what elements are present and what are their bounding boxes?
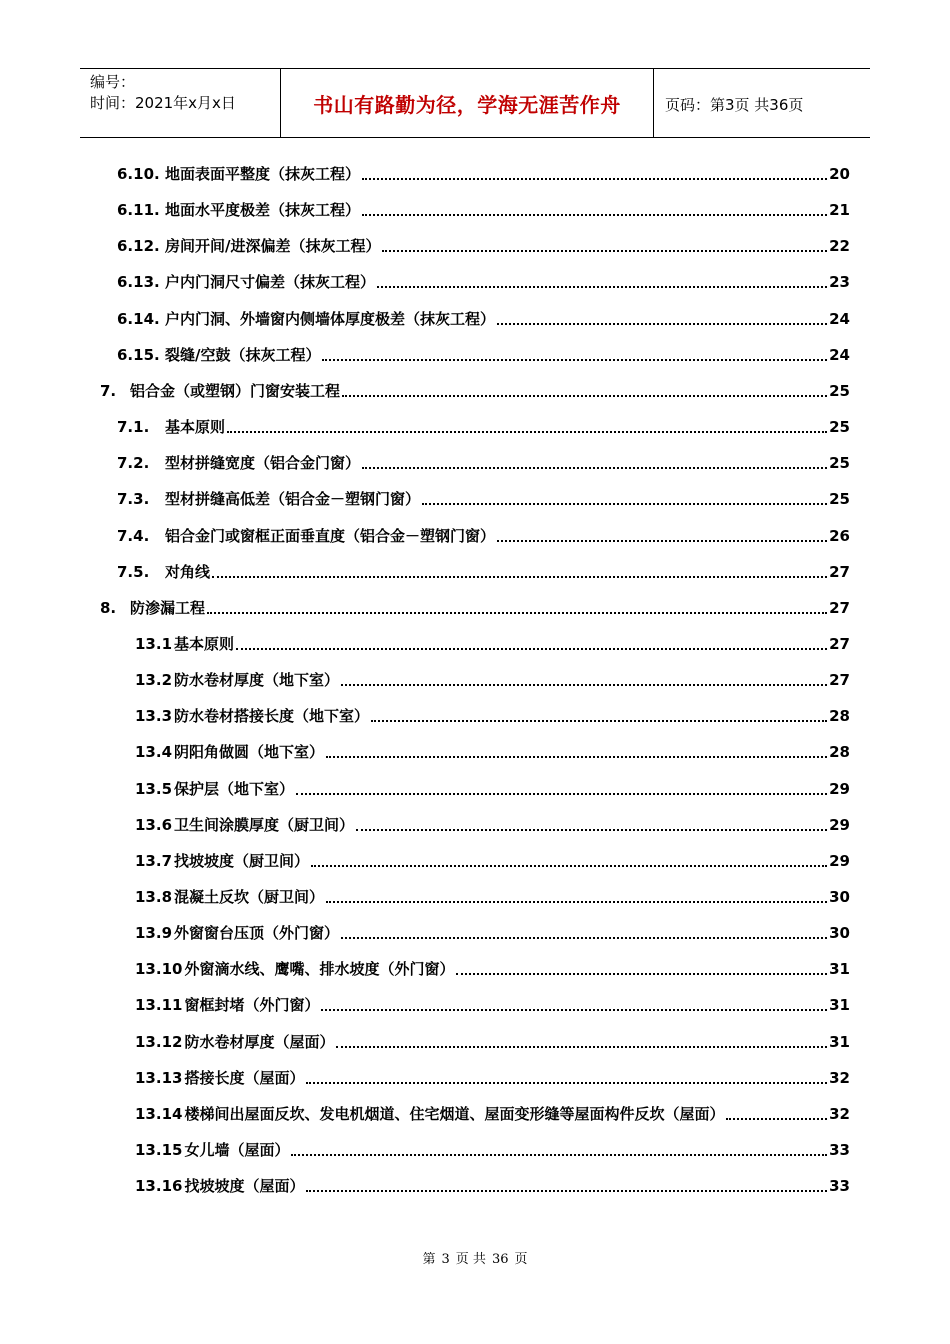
- toc-dot-leader: [341, 937, 827, 939]
- toc-entry-title: 防水卷材厚度（地下室）: [174, 671, 340, 690]
- toc-entry-number: 13.15: [135, 1141, 183, 1160]
- toc-entry-title: 窗框封堵（外门窗）: [184, 996, 320, 1015]
- toc-entry[interactable]: [117, 341, 850, 365]
- toc-entry-number: 13.3: [135, 707, 173, 726]
- toc-entry-title: 外窗滴水线、鹰嘴、排水坡度（外门窗）: [184, 960, 455, 979]
- toc-entry-number: 13.16: [135, 1177, 183, 1196]
- toc-entry-page: 23: [829, 273, 850, 292]
- toc-entry-page: 31: [829, 1032, 850, 1051]
- toc-entry[interactable]: [117, 196, 850, 220]
- toc-entry[interactable]: [100, 594, 850, 618]
- toc-entry-page: 24: [829, 345, 850, 364]
- toc-entry[interactable]: [117, 305, 850, 329]
- toc-entry-page: 29: [829, 815, 850, 834]
- toc-entry-title: 女儿墙（屋面）: [184, 1141, 290, 1160]
- toc-entry-number: 6.14.: [117, 309, 160, 328]
- toc-entry[interactable]: [117, 268, 850, 292]
- toc-entry-page: 33: [829, 1177, 850, 1196]
- toc-dot-leader: [382, 250, 827, 252]
- toc-dot-leader: [296, 793, 827, 795]
- toc-entry-page: 25: [829, 490, 850, 509]
- toc-entry-title: 地面表面平整度（抹灰工程）: [165, 165, 361, 183]
- toc-dot-leader: [497, 323, 827, 325]
- toc-dot-leader: [456, 973, 827, 975]
- toc-entry[interactable]: [135, 702, 850, 726]
- toc-entry-number: 13.6: [135, 815, 173, 834]
- toc-entry-page: 27: [829, 671, 850, 690]
- toc-entry-number: 7.3.: [117, 490, 150, 509]
- toc-entry-page: 22: [829, 237, 850, 256]
- toc-dot-leader: [377, 286, 827, 288]
- footer-prefix: 第: [422, 1252, 436, 1267]
- toc-entry-number: 13.7: [135, 851, 173, 870]
- toc-dot-leader: [422, 503, 827, 505]
- toc-entry-page: 32: [829, 1068, 850, 1087]
- toc-entry[interactable]: [135, 1100, 850, 1124]
- toc-dot-leader: [306, 1082, 827, 1084]
- toc-entry-title: 找坡坡度（厨卫间）: [174, 851, 310, 870]
- toc-entry-number: 13.5: [135, 779, 173, 798]
- toc-entry-page: 33: [829, 1141, 850, 1160]
- toc-entry[interactable]: [135, 630, 850, 654]
- toc-dot-leader: [321, 1009, 827, 1011]
- toc-entry-number: 7.: [100, 381, 117, 400]
- toc-entry[interactable]: [117, 522, 850, 546]
- toc-entry[interactable]: [135, 1136, 850, 1160]
- toc-dot-leader: [227, 431, 827, 433]
- toc-entry-title: 型材拼缝宽度（铝合金门窗）: [165, 454, 361, 473]
- toc-entry-page: 24: [829, 309, 850, 328]
- doc-code-label: 编号：: [90, 73, 136, 91]
- toc-entry-title: 外窗窗台压顶（外门窗）: [174, 924, 340, 943]
- toc-dot-leader: [371, 720, 827, 722]
- toc-entry-title: 铝合金（或塑钢）门窗安装工程: [130, 381, 341, 400]
- toc-entry-page: 30: [829, 924, 850, 943]
- toc-dot-leader: [326, 756, 827, 758]
- toc-entry-number: 13.10: [135, 960, 183, 979]
- toc-entry-number: 13.9: [135, 924, 173, 943]
- toc-entry-number: 13.8: [135, 888, 173, 906]
- toc-entry-page: 25: [829, 381, 850, 400]
- toc-entry[interactable]: [135, 1064, 850, 1088]
- toc-entry-page: 26: [829, 526, 850, 545]
- toc-entry-number: 6.10.: [117, 165, 160, 183]
- toc-entry-number: 13.13: [135, 1068, 183, 1087]
- footer-mid: 页 共: [455, 1252, 486, 1267]
- toc-entry-number: 13.2: [135, 671, 173, 690]
- toc-dot-leader: [236, 648, 827, 650]
- footer-total-pages: 36: [491, 1252, 509, 1267]
- toc-entry[interactable]: [135, 666, 850, 690]
- toc-entry-number: 7.2.: [117, 454, 150, 473]
- toc-dot-leader: [726, 1118, 827, 1120]
- toc-entry-number: 6.12.: [117, 237, 160, 256]
- toc-entry-page: 28: [829, 707, 850, 726]
- toc-entry-title: 混凝土反坎（厨卫间）: [174, 888, 325, 906]
- toc-entry-title: 地面水平度极差（抹灰工程）: [165, 201, 361, 220]
- toc-entry-number: 8.: [100, 598, 117, 617]
- toc-dot-leader: [207, 612, 827, 614]
- toc-entry-number: 6.15.: [117, 345, 160, 364]
- toc-dot-leader: [336, 1046, 827, 1048]
- toc-entry-page: 30: [829, 888, 850, 906]
- toc-entry-title: 防水卷材搭接长度（地下室）: [174, 707, 370, 726]
- toc-entry-title: 卫生间涂膜厚度（厨卫间）: [174, 815, 355, 834]
- toc-entry[interactable]: [135, 738, 850, 762]
- toc-entry-page: 31: [829, 996, 850, 1015]
- toc-entry[interactable]: [100, 377, 850, 401]
- toc-entry-number: 7.1.: [117, 418, 150, 437]
- toc-entry-title: 保护层（地下室）: [174, 779, 295, 798]
- toc-entry-number: 6.11.: [117, 201, 160, 220]
- footer-suffix: 页: [514, 1252, 528, 1267]
- toc-entry-title: 楼梯间出屋面反坎、发电机烟道、住宅烟道、屋面变形缝等屋面构件反坎（屋面）: [184, 1104, 725, 1123]
- toc-dot-leader: [362, 214, 827, 216]
- toc-dot-leader: [291, 1154, 827, 1156]
- toc-entry-title: 基本原则: [165, 418, 226, 437]
- toc-entry-title: 型材拼缝高低差（铝合金－塑钢门窗）: [165, 490, 421, 509]
- toc-entry[interactable]: [135, 1172, 850, 1196]
- header-page-info: 页码：第3页 共36页: [665, 96, 804, 114]
- toc-entry-number: 7.4.: [117, 526, 150, 545]
- toc-entry-number: 13.14: [135, 1104, 183, 1123]
- toc-entry-title: 户内门洞尺寸偏差（抹灰工程）: [165, 273, 376, 292]
- toc-entry-page: 20: [829, 165, 850, 183]
- page-footer: [0, 1248, 950, 1267]
- toc-dot-leader: [341, 684, 827, 686]
- page-header: [80, 68, 870, 138]
- toc-dot-leader: [326, 901, 827, 903]
- toc-entry-title: 防水卷材厚度（屋面）: [184, 1032, 335, 1051]
- toc-entry[interactable]: [135, 955, 850, 979]
- toc-entry[interactable]: [135, 811, 850, 835]
- toc-entry-number: 13.1: [135, 634, 173, 653]
- toc-entry[interactable]: [117, 413, 850, 437]
- doc-time-label: 时间：2021年x月x日: [90, 94, 236, 112]
- toc-entry-title: 铝合金门或窗框正面垂直度（铝合金－塑钢门窗）: [165, 526, 496, 545]
- toc-entry-title: 搭接长度（屋面）: [184, 1068, 305, 1087]
- header-motto: 书山有路勤为径，学海无涯苦作舟: [313, 93, 621, 117]
- toc-dot-leader: [356, 829, 827, 831]
- toc-dot-leader: [362, 467, 827, 469]
- toc-entry-page: 29: [829, 851, 850, 870]
- toc-entry-title: 防渗漏工程: [130, 598, 206, 617]
- toc-entry[interactable]: [135, 991, 850, 1015]
- toc-entry-page: 21: [829, 201, 850, 220]
- toc-entry-title: 户内门洞、外墙窗内侧墙体厚度极差（抹灰工程）: [165, 309, 496, 328]
- toc-entry[interactable]: [135, 919, 850, 943]
- toc-entry-title: 阴阳角做圆（地下室）: [174, 743, 325, 762]
- toc-dot-leader: [306, 1190, 827, 1192]
- toc-entry-title: 房间开间/进深偏差（抹灰工程）: [165, 237, 381, 256]
- toc-entry[interactable]: [135, 847, 850, 871]
- toc-entry-title: 裂缝/空鼓（抹灰工程）: [165, 345, 321, 364]
- header-divider: [653, 69, 654, 137]
- toc-entry-title: 基本原则: [174, 634, 235, 653]
- toc-entry[interactable]: [135, 775, 850, 799]
- toc-entry-number: 13.11: [135, 996, 183, 1015]
- toc-entry-page: 25: [829, 454, 850, 473]
- toc-entry[interactable]: [135, 883, 850, 907]
- toc-entry-page: 27: [829, 634, 850, 653]
- toc-entry[interactable]: [135, 1028, 850, 1052]
- toc-entry-number: 6.13.: [117, 273, 160, 292]
- toc-entry-page: 27: [829, 598, 850, 617]
- toc-entry[interactable]: [117, 160, 850, 184]
- toc-entry-page: 28: [829, 743, 850, 762]
- toc-entry[interactable]: [117, 232, 850, 256]
- header-meta: [90, 72, 236, 114]
- toc-entry[interactable]: [117, 449, 850, 473]
- toc-entry-page: 32: [829, 1104, 850, 1123]
- toc-dot-leader: [322, 359, 827, 361]
- toc-entry-page: 31: [829, 960, 850, 979]
- footer-current-page: 3: [441, 1252, 450, 1267]
- toc-entry-page: 29: [829, 779, 850, 798]
- toc-dot-leader: [497, 540, 827, 542]
- toc-entry-number: 7.5.: [117, 562, 150, 581]
- toc-entry-title: 找坡坡度（屋面）: [184, 1177, 305, 1196]
- toc-dot-leader: [342, 395, 827, 397]
- toc-entry-number: 13.12: [135, 1032, 183, 1051]
- toc-entry-number: 13.4: [135, 743, 173, 762]
- toc-dot-leader: [362, 178, 827, 180]
- toc-entry-page: 27: [829, 562, 850, 581]
- toc-dot-leader: [311, 865, 827, 867]
- toc-dot-leader: [212, 576, 827, 578]
- toc-entry[interactable]: [117, 485, 850, 509]
- toc-entry-page: 25: [829, 418, 850, 437]
- toc-entry-title: 对角线: [165, 562, 211, 581]
- toc-entry[interactable]: [117, 558, 850, 582]
